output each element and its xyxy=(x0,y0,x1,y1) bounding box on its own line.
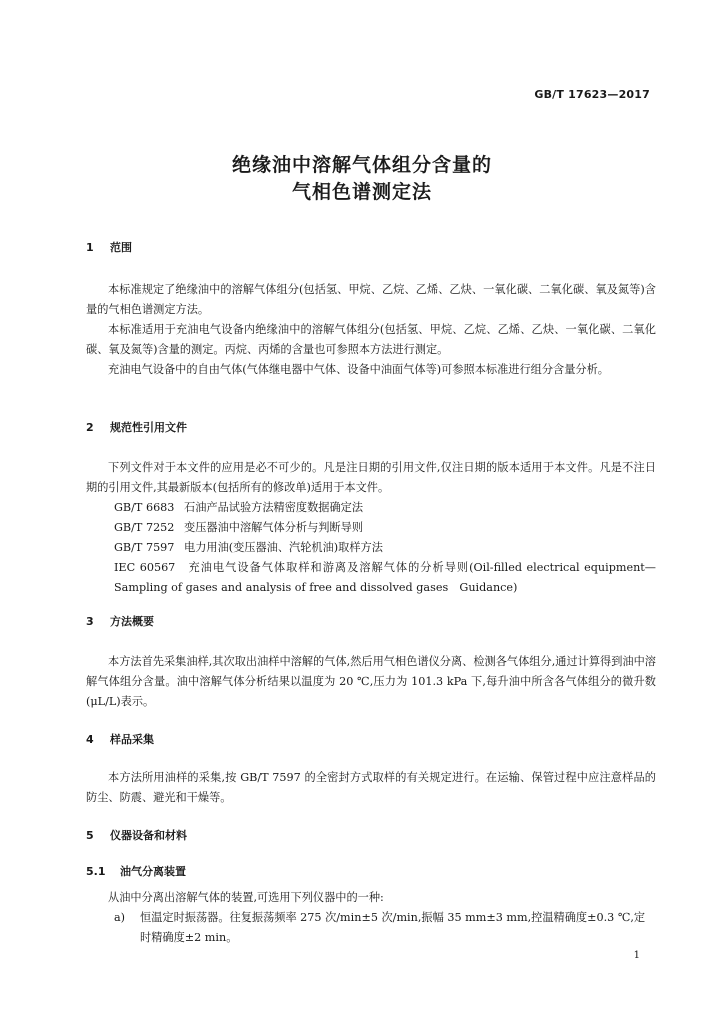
list-item-text: 恒温定时振荡器。往复振荡频率 275 次/min±5 次/min,振幅 35 mm±3 mm,控温精确度±0.3 ℃,定时精确度±2 min。 xyxy=(140,911,646,944)
section-title: 方法概要 xyxy=(110,615,154,628)
paragraph: 本方法所用油样的采集,按 GB/T 7597 的全密封方式取样的有关规定进行。在运输、保管过程中应注意样品的防尘、防震、避光和干燥等。 xyxy=(86,771,656,804)
reference-code: GB/T 7597 xyxy=(114,541,175,554)
section-number: 3 xyxy=(86,615,94,628)
reference-title: 石油产品试验方法精密度数据确定法 xyxy=(184,501,364,514)
reference-item xyxy=(86,518,656,538)
section-1-body xyxy=(86,280,656,380)
reference-code: GB/T 7252 xyxy=(114,521,175,534)
section-title: 仪器设备和材料 xyxy=(110,829,187,842)
section-title: 范围 xyxy=(110,241,132,254)
paragraph: 本标准规定了绝缘油中的溶解气体组分(包括氢、甲烷、乙烷、乙烯、乙炔、一氧化碳、二氧化碳、氧及氮等)含量的气相色谱测定方法。 xyxy=(86,283,656,316)
section-4 xyxy=(86,730,656,750)
section-heading xyxy=(86,730,656,750)
section-number: 5 xyxy=(86,829,94,842)
section-number: 1 xyxy=(86,241,94,254)
section-2-body xyxy=(86,458,656,598)
reference-item-iec: IEC 60567 充油电气设备气体取样和游离及溶解气体的分析导则(Oil-filled electrical equipment—Sampling of gases and analysis of free and dissolved gases Guidance) xyxy=(114,561,656,594)
subsection-title: 油气分离装置 xyxy=(120,865,186,878)
page-number: 1 xyxy=(633,950,640,961)
section-2 xyxy=(86,418,656,438)
reference-item xyxy=(86,498,656,518)
standard-code: GB/T 17623—2017 xyxy=(534,88,650,101)
reference-code: GB/T 6683 xyxy=(114,501,175,514)
section-title: 规范性引用文件 xyxy=(110,421,187,434)
paragraph: 充油电气设备中的自由气体(气体继电器中气体、设备中油面气体等)可参照本标准进行组分含量分析。 xyxy=(108,363,609,376)
paragraph: 本标准适用于充油电气设备内绝缘油中的溶解气体组分(包括氢、甲烷、乙烷、乙烯、乙炔、一氧化碳、二氧化碳、氧及氮等)含量的测定。丙烷、丙烯的含量也可参照本方法进行测定。 xyxy=(86,323,656,356)
section-3-body xyxy=(86,652,656,712)
section-heading xyxy=(86,418,656,438)
document-title-line1: 绝缘油中溶解气体组分含量的 xyxy=(231,154,492,176)
subsection-heading xyxy=(86,862,656,882)
document-title-line2: 气相色谱测定法 xyxy=(291,181,432,203)
section-title: 样品采集 xyxy=(110,733,154,746)
reference-item xyxy=(86,538,656,558)
section-number: 2 xyxy=(86,421,94,434)
reference-title: 电力用油(变压器油、汽轮机油)取样方法 xyxy=(184,541,383,554)
section-heading xyxy=(86,826,656,846)
section-5-1-body xyxy=(86,888,656,948)
section-4-body xyxy=(86,768,656,808)
section-3 xyxy=(86,612,656,632)
section-5-1 xyxy=(86,862,656,882)
list-item xyxy=(86,908,656,948)
reference-title: 变压器油中溶解气体分析与判断导则 xyxy=(184,521,364,534)
paragraph: 本方法首先采集油样,其次取出油样中溶解的气体,然后用气相色谱仪分离、检测各气体组分,通过计算得到油中溶解气体组分含量。油中溶解气体分析结果以温度为 20 ℃,压力为 101.3 kPa 下,每升油中所含各气体组分的微升数(μL/L)表示。 xyxy=(86,655,656,708)
paragraph: 从油中分离出溶解气体的装置,可选用下列仪器中的一种: xyxy=(108,891,384,904)
subsection-number: 5.1 xyxy=(86,865,106,878)
section-5 xyxy=(86,826,656,846)
paragraph: 下列文件对于本文件的应用是必不可少的。凡是注日期的引用文件,仅注日期的版本适用于本文件。凡是不注日期的引用文件,其最新版本(包括所有的修改单)适用于本文件。 xyxy=(86,461,656,494)
section-heading xyxy=(86,612,656,632)
section-heading xyxy=(86,238,656,258)
list-item-label: a) xyxy=(114,911,126,924)
section-1 xyxy=(86,238,656,258)
section-number: 4 xyxy=(86,733,94,746)
